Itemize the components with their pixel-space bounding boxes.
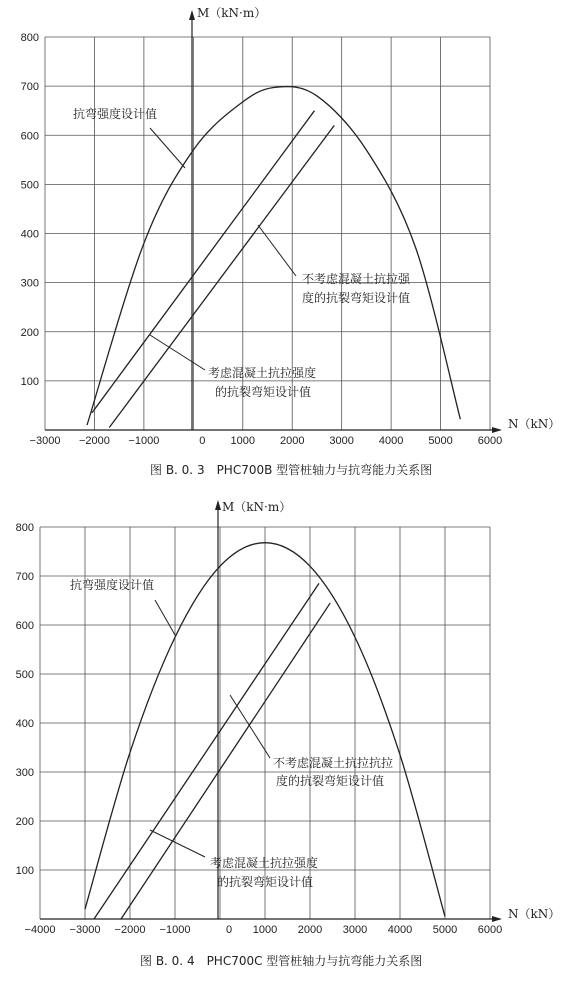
x-tick-label: 4000 [378,435,404,447]
y-tick-label: 400 [15,718,34,730]
annotation-text: 抗弯强度设计值 [70,578,155,592]
annotation-text: 不考虑混凝土抗拉抗拉 [273,756,394,770]
x-tick-label: −3000 [69,924,101,936]
x-axis-label: N（kN） [508,907,561,921]
x-axis-arrow-icon [492,916,502,922]
x-tick-label: 0 [199,435,206,447]
figure-caption: 图 B. 0. 4 PHC700C 型管桩轴力与抗弯能力关系图 [140,954,423,968]
y-tick-label: 200 [15,816,34,828]
annotation-text: 的抗裂弯矩设计值 [217,875,314,889]
y-tick-label: 700 [20,81,39,94]
series-line-2 [109,125,334,427]
x-tick-label: −3000 [29,435,61,447]
y-tick-label: 700 [15,571,34,583]
annotation-text: 度的抗裂弯矩设计值 [276,774,385,788]
y-tick-label: 600 [20,130,39,143]
y-tick-label: 400 [20,228,39,241]
x-tick-label: 6000 [477,924,503,936]
y-tick-label: 100 [20,375,39,388]
y-axis-arrow-icon [189,10,195,20]
y-axis-arrow-icon [215,500,221,510]
y-axis-label: M（kN·m） [197,6,267,20]
annotation-text: 度的抗裂弯矩设计值 [302,291,411,305]
annotation-text: 考虑混凝土抗拉强度 [210,856,319,870]
x-tick-label: −2000 [78,435,110,447]
y-tick-label: 500 [20,179,39,192]
x-tick-label: 3000 [329,435,354,447]
annotation-leader [150,128,185,168]
x-axis-arrow-icon [492,427,502,433]
chart-1 [21,6,561,477]
x-tick-label: 4000 [387,924,413,936]
annotation-leader [230,695,270,758]
figure-caption: 图 B. 0. 3 PHC700B 型管桩轴力与抗弯能力关系图 [150,463,433,477]
y-tick-label: 100 [15,865,34,877]
x-tick-label: 5000 [432,924,458,936]
x-tick-label: 1000 [252,924,278,936]
y-tick-label: 300 [15,767,34,779]
annotation-text: 考虑混凝土抗拉强度 [208,366,317,380]
annotation-leader [150,335,205,370]
annotation-text: 不考虑混凝土抗拉强 [302,272,411,286]
y-tick-label: 300 [20,277,39,290]
x-tick-label: 6000 [477,435,503,447]
x-tick-label: 5000 [428,435,453,447]
y-tick-label: 200 [20,326,39,339]
x-tick-label: 1000 [230,435,256,447]
annotation-leader [155,600,175,635]
x-tick-label: 0 [225,924,233,936]
y-tick-label: 600 [15,620,34,632]
x-tick-label: 3000 [342,924,368,936]
y-tick-label: 800 [20,32,39,44]
annotation-text: 的抗裂弯矩设计值 [215,385,312,399]
y-tick-label: 800 [15,522,34,534]
y-tick-label: 500 [15,669,34,681]
x-tick-label: −1000 [128,435,160,447]
x-tick-label: 2000 [279,435,305,447]
y-axis-label: M（kN·m） [222,500,292,514]
annotation-leader [258,225,296,276]
chart-2 [16,500,561,968]
annotation-text: 抗弯强度设计值 [73,107,158,121]
x-tick-label: −2000 [114,924,146,936]
x-tick-label: −4000 [24,924,56,936]
x-axis-label: N（kN） [508,417,561,431]
x-tick-label: −1000 [159,924,191,936]
x-tick-label: 2000 [297,924,323,936]
